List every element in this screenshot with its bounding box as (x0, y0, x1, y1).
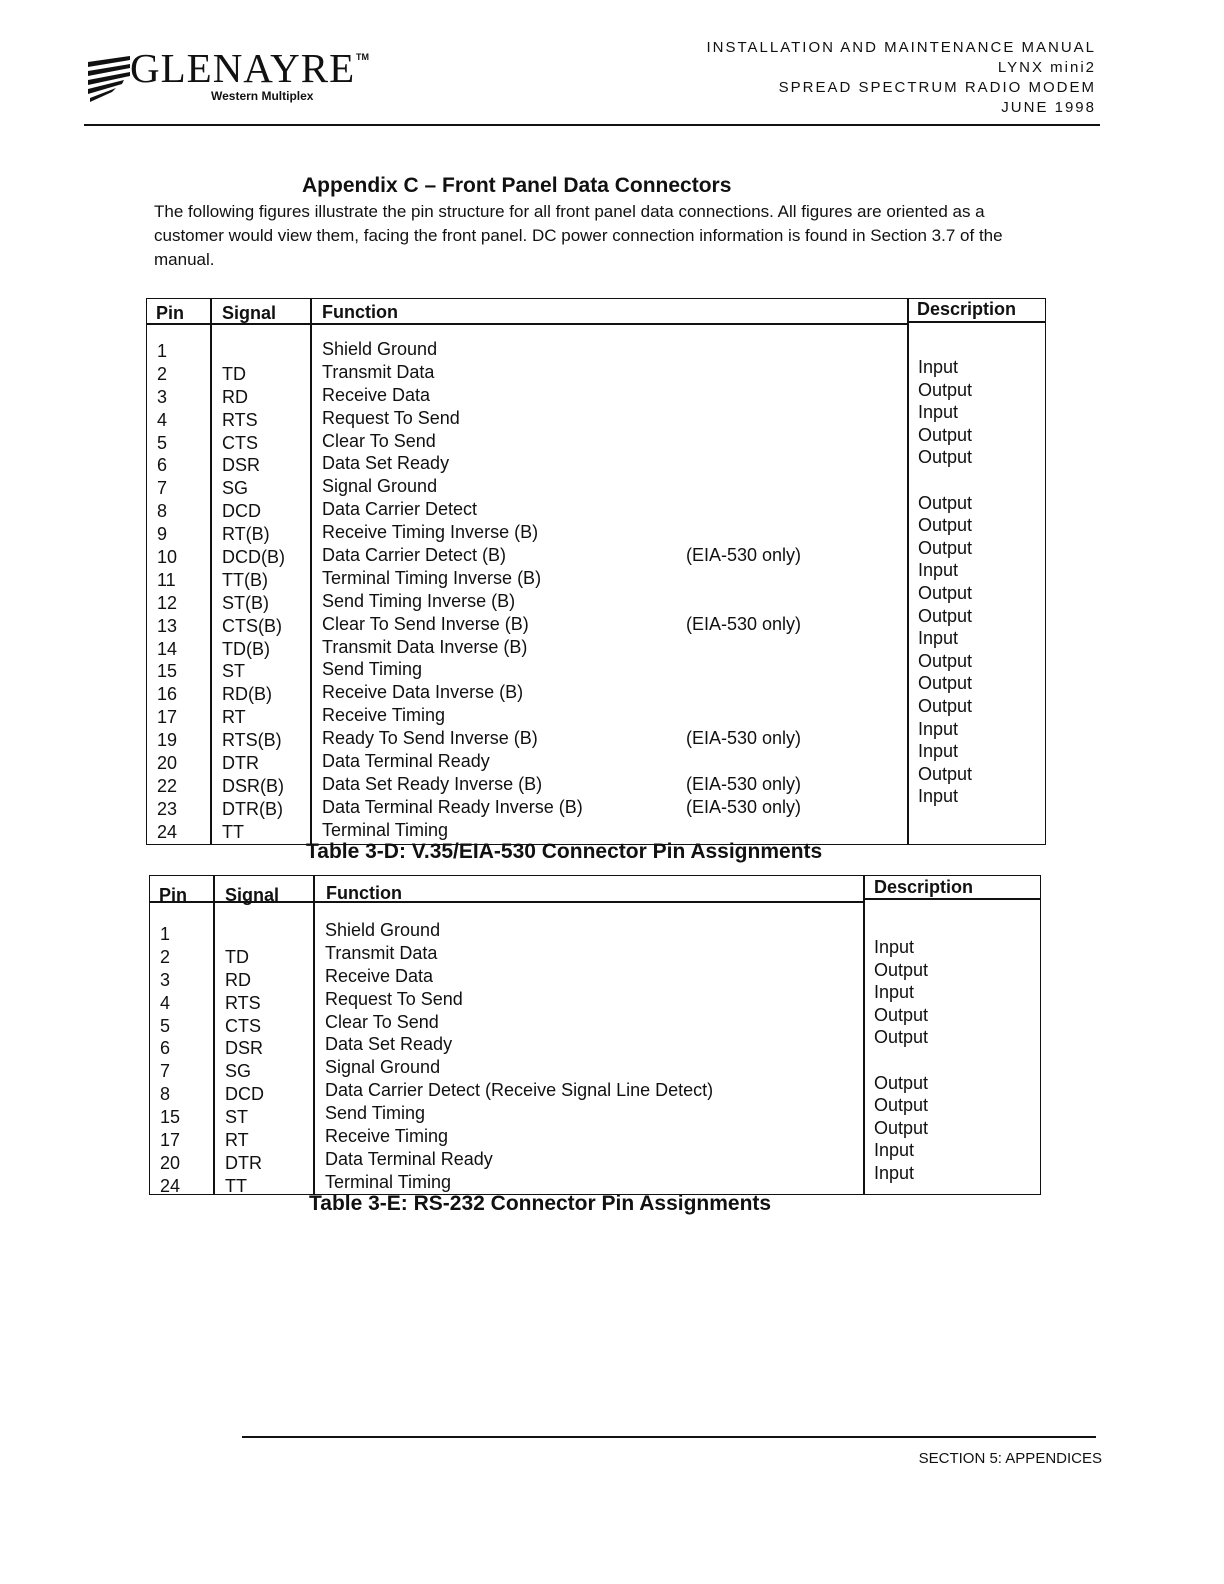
note-cell (686, 407, 801, 430)
pin-cell: 6 (160, 1038, 171, 1059)
pin-cell: 8 (160, 1084, 171, 1105)
pin-cell: 5 (157, 432, 168, 453)
column-header-function: Function (322, 302, 398, 322)
note-cell (686, 498, 801, 521)
column-divider (313, 876, 315, 1194)
signal-cell: TT(B) (222, 569, 268, 590)
function-cell: Data Terminal Ready Inverse (B) (322, 796, 583, 817)
header-line: INSTALLATION AND MAINTENANCE MANUAL (706, 39, 1096, 56)
function-cell: Terminal Timing (322, 819, 449, 840)
note-cell (686, 338, 801, 361)
note-cell (686, 636, 801, 659)
header-rule (907, 321, 1045, 323)
function-cell: Data Set Ready Inverse (B) (322, 773, 543, 794)
note-cell (686, 452, 801, 475)
signal-cell: CTS (225, 1015, 261, 1036)
note-cell (686, 521, 801, 544)
glenayre-stripes-icon (86, 52, 132, 102)
signal-cell: TT (225, 1175, 247, 1196)
column-header-pin: Pin (159, 885, 188, 905)
signal-cell: DTR (222, 753, 259, 774)
section-footer: SECTION 5: APPENDICES (918, 1450, 1102, 1467)
column-header-pin: Pin (156, 303, 185, 323)
note-cell: (EIA-530 only) (686, 773, 802, 794)
description-cell: Input (918, 357, 959, 377)
pin-cell: 2 (160, 946, 171, 967)
note-cell: (EIA-530 only) (686, 796, 802, 817)
function-cell: Shield Ground (325, 920, 441, 940)
note-cell (686, 361, 801, 384)
function-cell: Send Timing Inverse (B) (322, 590, 516, 611)
intro-paragraph: The following figures illustrate the pin structure for all front panel data connections. All figures are oriented as a customer would view them, facing the front panel. DC power connection information is found in Section 3.7 of the manual. (154, 202, 1003, 269)
function-cell: Signal Ground (325, 1057, 441, 1078)
pin-cell: 10 (157, 547, 178, 568)
function-column (325, 919, 713, 1194)
pin-cell: 14 (157, 638, 178, 659)
pin-cell: 13 (157, 615, 178, 636)
footer-divider (242, 1436, 1096, 1438)
header-line: SPREAD SPECTRUM RADIO MODEM (778, 79, 1096, 96)
signal-column (222, 340, 285, 844)
pin-cell: 4 (160, 992, 171, 1013)
brand-subtitle: Western Multiplex (211, 89, 314, 103)
column-header-signal: Signal (225, 885, 280, 905)
description-cell: Output (874, 959, 929, 980)
description-cell: Output (874, 1095, 929, 1116)
signal-cell: ST (222, 661, 246, 682)
column-header-description: Description (874, 877, 974, 897)
pin-column (160, 923, 180, 1198)
pin-cell: 7 (157, 478, 168, 499)
column-divider (213, 876, 215, 1194)
column-divider (310, 299, 312, 844)
company-logo (86, 45, 376, 110)
description-cell: Input (918, 741, 959, 762)
pin-cell: 4 (157, 409, 168, 430)
note-cell: (EIA-530 only) (686, 728, 802, 749)
pin-cell: 17 (160, 1130, 181, 1151)
signal-cell: ST (225, 1107, 249, 1128)
description-cell: Input (918, 718, 959, 739)
signal-cell: TT (222, 821, 244, 842)
signal-cell (222, 340, 285, 363)
column-divider (907, 299, 909, 844)
signal-cell: RD (222, 386, 248, 407)
pin-cell: 1 (157, 341, 168, 361)
pin-cell: 20 (160, 1152, 181, 1173)
description-cell: Input (874, 1162, 915, 1183)
description-cell: Input (918, 402, 959, 423)
signal-cell: RD(B) (222, 684, 272, 705)
column-divider (210, 299, 212, 844)
note-cell (686, 658, 801, 681)
function-cell: Clear To Send Inverse (B) (322, 613, 529, 634)
description-cell: Input (918, 786, 959, 807)
function-cell: Receive Data Inverse (B) (322, 682, 524, 703)
table-caption: Table 3-D: V.35/EIA-530 Connector Pin Assignments (306, 840, 823, 863)
signal-cell: DTR(B) (222, 798, 283, 819)
pin-cell: 8 (157, 501, 168, 522)
function-cell: Data Set Ready (322, 453, 450, 474)
description-cell: Input (874, 1140, 915, 1161)
pin-cell: 6 (157, 455, 168, 476)
function-cell: Receive Timing (322, 705, 446, 726)
description-cell: Output (918, 582, 973, 603)
pin-cell: 15 (160, 1107, 181, 1128)
note-cell (686, 430, 801, 453)
signal-cell: RTS(B) (222, 730, 282, 751)
signal-cell: RTS (225, 992, 261, 1013)
header-line: LYNX mini2 (997, 59, 1096, 76)
pin-cell: 24 (157, 821, 178, 842)
pin-cell: 12 (157, 592, 178, 613)
signal-cell: DSR (225, 1038, 264, 1059)
page-title: Appendix C – Front Panel Data Connectors (302, 174, 732, 197)
description-cell: Output (918, 492, 973, 513)
function-cell: Terminal Timing Inverse (B) (322, 567, 542, 588)
function-cell: Transmit Data (325, 942, 438, 963)
signal-cell: TD (225, 946, 249, 967)
signal-cell (225, 923, 264, 946)
note-cell: (EIA-530 only) (686, 545, 802, 566)
signal-cell: RT (225, 1130, 249, 1151)
pin-cell: 2 (157, 363, 168, 384)
signal-cell: RD (225, 969, 251, 990)
manual-header (707, 38, 1097, 118)
function-cell: Data Terminal Ready (325, 1148, 493, 1169)
signal-cell: DCD (225, 1084, 264, 1105)
function-cell: Clear To Send (322, 430, 436, 451)
function-cell: Receive Data (325, 965, 434, 986)
note-cell (686, 681, 801, 704)
note-cell (686, 590, 801, 613)
pin-cell: 16 (157, 684, 178, 705)
signal-cell: DSR (222, 455, 261, 476)
column-divider (863, 876, 865, 1194)
pin-cell: 22 (157, 775, 178, 796)
function-cell: Clear To Send (325, 1011, 439, 1032)
description-column (918, 356, 972, 808)
description-cell: Output (874, 1117, 929, 1138)
column-header-description: Description (917, 299, 1017, 319)
table-caption: Table 3-E: RS-232 Connector Pin Assignments (309, 1192, 772, 1215)
column-header-function: Function (326, 883, 402, 903)
function-cell: Data Set Ready (325, 1034, 453, 1055)
description-column (874, 936, 928, 1185)
signal-cell: SG (225, 1061, 252, 1082)
trademark-mark: TM (356, 52, 369, 62)
signal-cell: DSR(B) (222, 775, 284, 796)
description-cell: Output (918, 537, 973, 558)
signal-cell: TD (222, 363, 246, 384)
description-cell: Input (874, 937, 915, 957)
function-cell: Request To Send (325, 988, 463, 1009)
description-cell: Output (918, 515, 973, 536)
pin-cell: 11 (157, 569, 176, 590)
function-cell: Receive Data (322, 384, 431, 405)
signal-cell: CTS (222, 432, 258, 453)
note-cell (686, 475, 801, 498)
signal-cell: RTS (222, 409, 258, 430)
description-cell: Input (918, 628, 959, 649)
function-cell: Request To Send (322, 407, 460, 428)
description-cell: Input (918, 560, 959, 581)
function-cell: Data Terminal Ready (322, 751, 490, 772)
signal-cell: CTS(B) (222, 615, 282, 636)
pin-cell: 23 (157, 798, 178, 819)
pin-cell: 15 (157, 661, 178, 682)
signal-cell: TD(B) (222, 638, 270, 659)
brand-name: GLENAYRE (130, 45, 356, 91)
description-cell: Output (918, 447, 973, 468)
description-cell: Output (918, 605, 973, 626)
function-cell: Shield Ground (322, 339, 438, 359)
function-cell: Data Carrier Detect (Receive Signal Line Detect) (325, 1080, 714, 1101)
signal-column (225, 923, 264, 1198)
note-cell (686, 750, 801, 773)
pin-cell: 19 (157, 730, 178, 751)
signal-cell: SG (222, 478, 249, 499)
note-cell (686, 704, 801, 727)
function-cell: Send Timing (325, 1103, 426, 1124)
signal-cell: ST(B) (222, 592, 269, 613)
description-cell: Output (918, 695, 973, 716)
description-cell: Output (918, 673, 973, 694)
note-cell: (EIA-530 only) (686, 613, 802, 634)
pin-cell: 17 (157, 707, 178, 728)
description-cell: Output (918, 379, 973, 400)
function-cell: Data Carrier Detect (322, 499, 478, 520)
function-column (322, 338, 583, 842)
function-cell: Receive Timing (325, 1126, 449, 1147)
function-cell: Transmit Data (322, 361, 435, 382)
function-cell: Signal Ground (322, 476, 438, 497)
note-cell (686, 384, 801, 407)
signal-cell: DTR (225, 1152, 262, 1173)
function-cell: Data Carrier Detect (B) (322, 545, 507, 566)
note-cell (686, 819, 801, 842)
note-cell (686, 567, 801, 590)
header-divider (84, 124, 1100, 126)
pin-cell: 3 (160, 969, 171, 990)
header-rule (863, 898, 1040, 900)
description-cell: Output (918, 424, 973, 445)
function-cell: Receive Timing Inverse (B) (322, 522, 539, 543)
description-cell: Output (874, 1027, 929, 1048)
pin-cell: 7 (160, 1061, 171, 1082)
pin-cell: 20 (157, 753, 178, 774)
description-cell: Output (918, 650, 973, 671)
description-cell (874, 1049, 928, 1072)
note-column (686, 338, 801, 842)
description-cell: Output (918, 763, 973, 784)
function-cell: Ready To Send Inverse (B) (322, 728, 538, 749)
description-cell: Input (874, 982, 915, 1003)
function-cell: Transmit Data Inverse (B) (322, 636, 528, 657)
signal-cell: RT (222, 707, 246, 728)
function-cell: Send Timing (322, 659, 423, 680)
signal-cell: DCD(B) (222, 547, 285, 568)
pin-column (157, 340, 177, 844)
column-header-signal: Signal (222, 303, 277, 323)
pin-cell: 5 (160, 1015, 171, 1036)
description-cell: Output (874, 1072, 929, 1093)
signal-cell: RT(B) (222, 524, 270, 545)
pin-cell: 9 (157, 524, 168, 545)
function-cell: Terminal Timing (325, 1171, 452, 1192)
pin-cell: 24 (160, 1175, 181, 1196)
description-cell: Output (874, 1004, 929, 1025)
signal-cell: DCD (222, 501, 261, 522)
pin-cell: 1 (160, 924, 171, 944)
description-cell (918, 469, 972, 492)
pin-cell: 3 (157, 386, 168, 407)
header-line: JUNE 1998 (1001, 99, 1096, 116)
